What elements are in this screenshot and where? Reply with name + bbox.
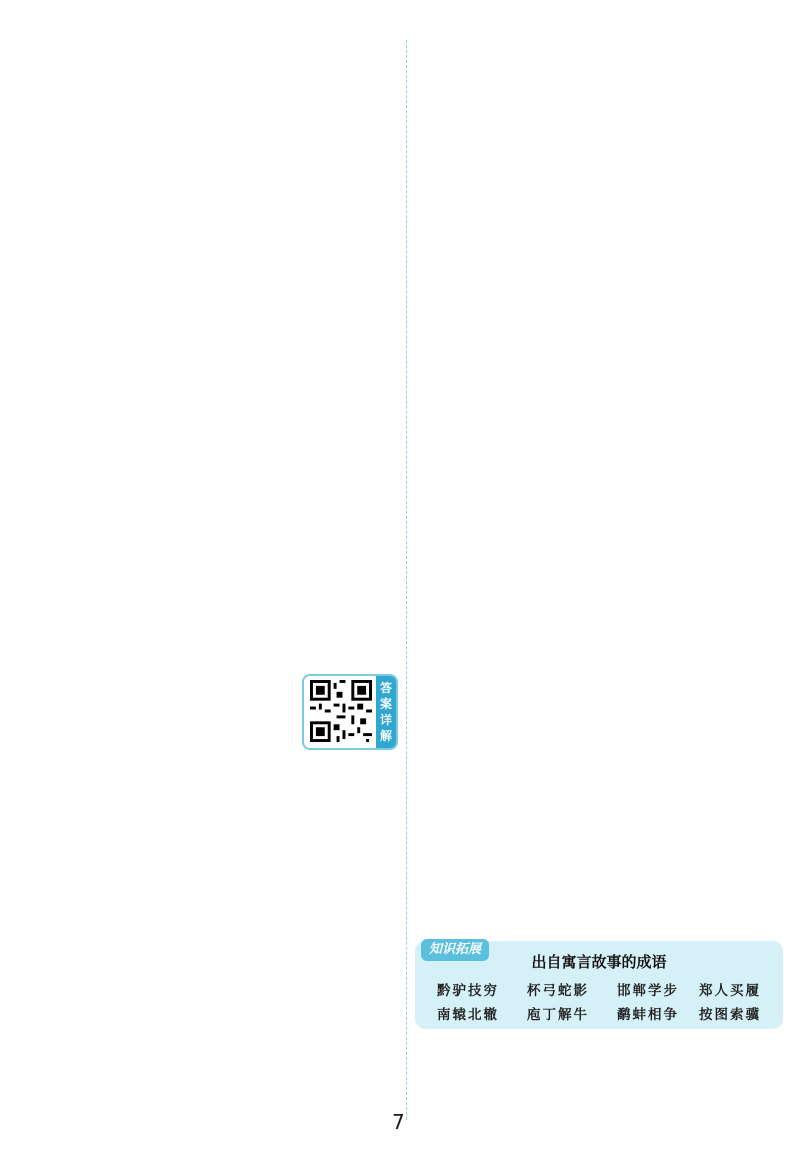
qr-code-box[interactable] bbox=[302, 674, 398, 750]
idiom: 南辕北辙 bbox=[437, 1007, 499, 1023]
qr-code-icon bbox=[310, 680, 372, 742]
idiom: 邯郸学步 bbox=[617, 983, 679, 999]
idiom: 黔驴技穷 bbox=[437, 983, 499, 999]
idiom: 庖丁解牛 bbox=[527, 1007, 589, 1023]
idiom: 鹬蚌相争 bbox=[617, 1007, 679, 1023]
idiom: 郑人买履 bbox=[699, 983, 761, 999]
idiom: 按图索骥 bbox=[699, 1007, 761, 1023]
column-divider bbox=[406, 40, 407, 1120]
knowledge-badge: 知识拓展 bbox=[421, 939, 489, 961]
qr-answer-label: 答 案 详 解 bbox=[376, 676, 396, 748]
knowledge-expansion-box bbox=[415, 941, 783, 1029]
idiom: 杯弓蛇影 bbox=[527, 983, 589, 999]
page-number: 7 bbox=[392, 1110, 405, 1134]
knowledge-title: 出自寓言故事的成语 bbox=[531, 953, 667, 971]
